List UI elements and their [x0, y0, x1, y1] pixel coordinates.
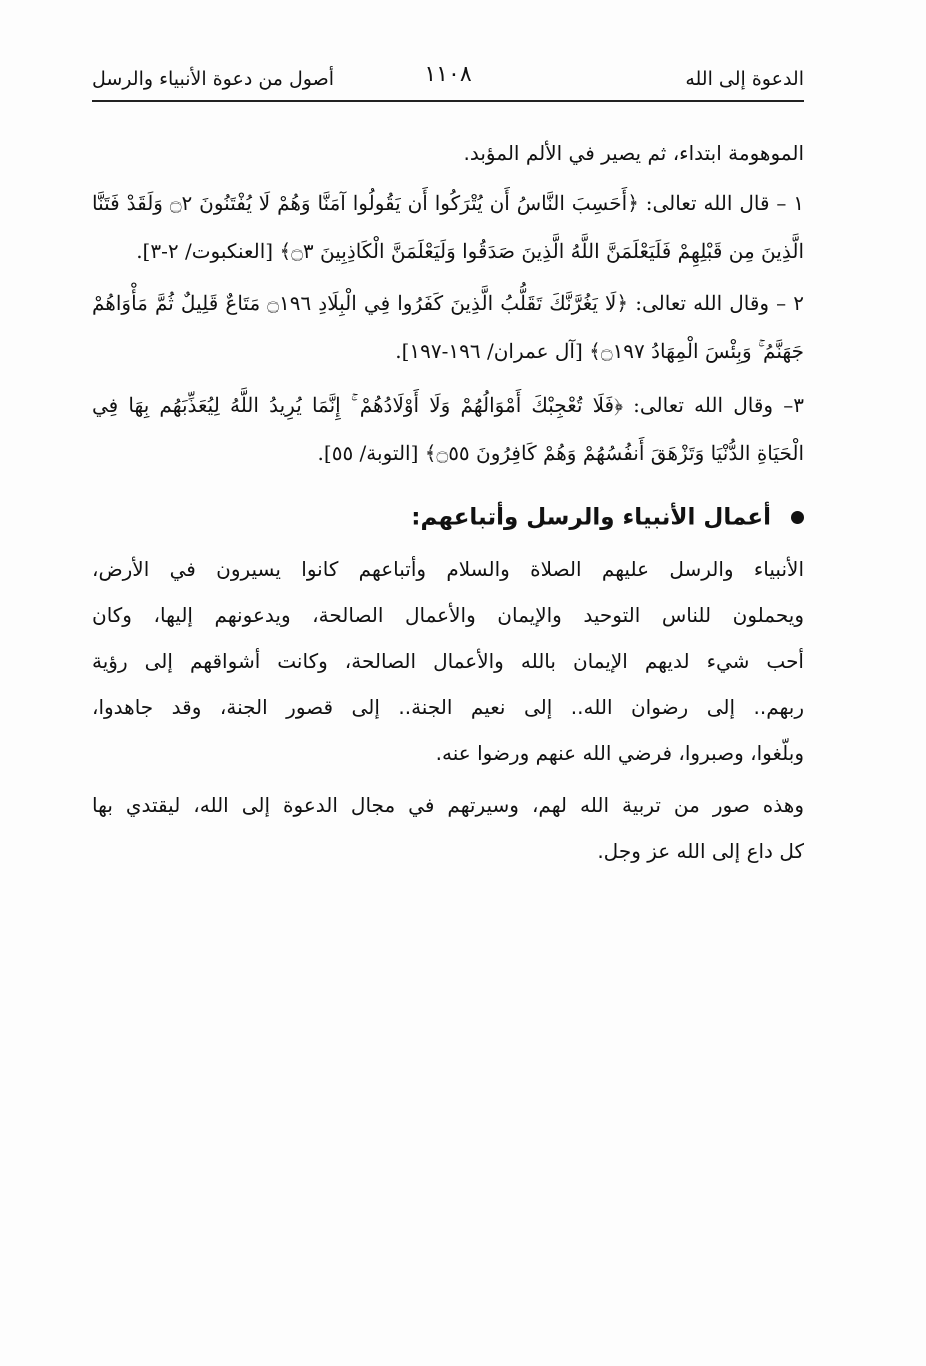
text-line: الموهومة ابتداء، ثم يصير في الألم المؤبد.: [463, 141, 804, 165]
verse-line: ١ – قال الله تعالى: ﴿أَحَسِبَ النَّاسُ أَن يُتْرَكُوا أَن يَقُولُوا آمَنَّا وَهُمْ لَا يُفْتَنُونَ ۝٢ وَلَقَدْ فَتَنَّا: [92, 191, 804, 215]
verse-line: الْحَيَاةِ الدُّنْيَا وَتَزْهَقَ أَنفُسُهُمْ وَهُمْ كَافِرُونَ ۝٥٥﴾ [التوبة/ ٥٥].: [317, 441, 804, 465]
verse-line: ٣– وقال الله تعالى: ﴿فَلَا تُعْجِبْكَ أَمْوَالُهُمْ وَلَا أَوْلَادُهُمْ ۚ إِنَّمَا يُرِيدُ اللَّهُ لِيُعَذِّبَهُم بِهَا فِي: [92, 393, 804, 417]
paragraph-line: الأنبياء والرسل عليهم الصلاة والسلام وأتباعهم كانوا يسيرون في الأرض،: [92, 557, 804, 581]
section-heading-text: أعمال الأنبياء والرسل وأتباعهم:: [411, 504, 771, 531]
verse-line: ٢ – وقال الله تعالى: ﴿لَا يَغُرَّنَّكَ تَقَلُّبُ الَّذِينَ كَفَرُوا فِي الْبِلَادِ ۝١٩٦ مَتَاعٌ قَلِيلٌ ثُمَّ مَأْوَاهُمْ: [92, 291, 804, 315]
verse-line: الَّذِينَ مِن قَبْلِهِمْ فَلَيَعْلَمَنَّ اللَّهُ الَّذِينَ صَدَقُوا وَلَيَعْلَمَنَّ الْكَاذِبِينَ ۝٣﴾ [العنكبوت/ ٢-٣].: [136, 239, 804, 263]
paragraph-line: وهذه صور من تربية الله لهم، وسيرتهم في مجال الدعوة إلى الله، ليقتدي بها: [92, 793, 804, 817]
page-header: [92, 60, 804, 100]
header-divider: [92, 100, 804, 102]
paragraph-line: أحب شيء لديهم الإيمان بالله والأعمال الصالحة، وكانت أشواقهم إلى رؤية: [92, 649, 804, 673]
section-heading: [411, 492, 804, 540]
verse-line: جَهَنَّمُ ۚ وَبِئْسَ الْمِهَادُ ۝١٩٧﴾ [آل عمران/ ١٩٦-١٩٧].: [395, 339, 804, 363]
header-chapter-title: أصول من دعوة الأنبياء والرسل: [92, 68, 335, 90]
paragraph-line: ويحملون للناس التوحيد والإيمان والأعمال الصالحة، ويدعونهم إليها، وكان: [92, 603, 804, 627]
paragraph-line: ربهم.. إلى رضوان الله.. إلى نعيم الجنة.. إلى قصور الجنة، وقد جاهدوا،: [92, 695, 804, 719]
paragraph-line: وبلّغوا، وصبروا، فرضي الله عنهم ورضوا عنه.: [435, 741, 804, 765]
paragraph-line: كل داع إلى الله عز وجل.: [597, 839, 804, 863]
header-book-title: الدعوة إلى الله: [685, 68, 804, 90]
bullet-icon: [791, 511, 804, 524]
page-number: ١١٠٨: [424, 62, 472, 87]
